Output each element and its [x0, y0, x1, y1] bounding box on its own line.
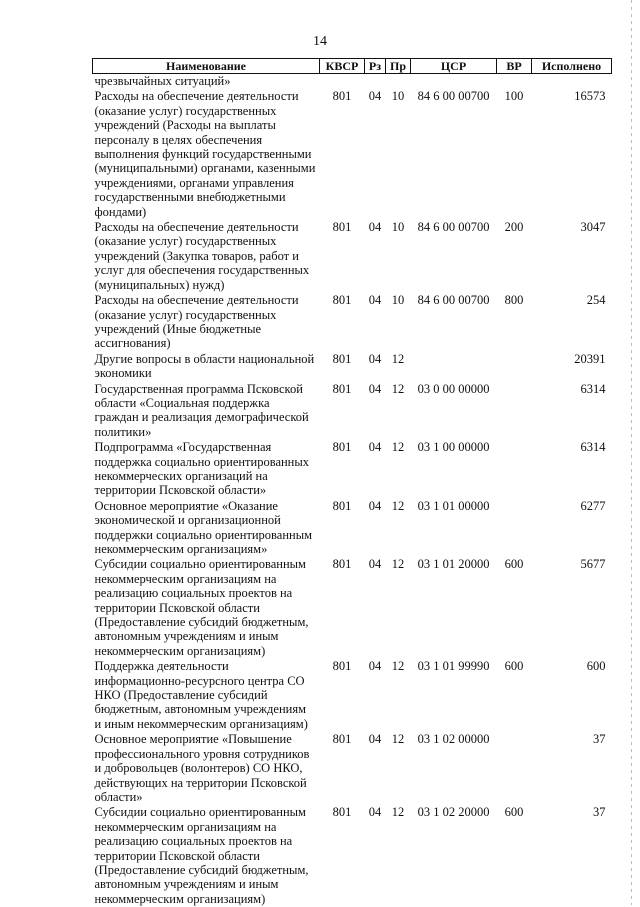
cell-done: 3047 — [532, 220, 612, 293]
cell-kvsr — [320, 74, 365, 90]
cell-kvsr: 801 — [320, 293, 365, 352]
table-row — [93, 499, 612, 558]
cell-csr: 03 1 01 20000 — [411, 557, 497, 659]
cell-kvsr: 801 — [320, 659, 365, 732]
cell-name: Поддержка деятельности информационно-ресурсного центра СО НКО (Предоставление субсидий бюджетным, автономным учреждениям и иным некоммерческим организациям) — [93, 659, 320, 732]
cell-rz — [365, 74, 386, 90]
cell-rz: 04 — [365, 89, 386, 220]
cell-vr: 600 — [497, 659, 532, 732]
header-csr: ЦСР — [411, 59, 497, 74]
cell-csr: 03 1 01 99990 — [411, 659, 497, 732]
cell-rz: 04 — [365, 440, 386, 499]
cell-kvsr: 801 — [320, 352, 365, 382]
header-kvsr: КВСР — [320, 59, 365, 74]
cell-done: 6277 — [532, 499, 612, 558]
cell-pr: 12 — [386, 732, 411, 805]
cell-vr: 200 — [497, 220, 532, 293]
cell-pr: 10 — [386, 293, 411, 352]
cell-done: 254 — [532, 293, 612, 352]
cell-csr: 03 1 02 00000 — [411, 732, 497, 805]
cell-csr: 03 1 00 00000 — [411, 440, 497, 499]
table-row — [93, 352, 612, 382]
cell-vr: 100 — [497, 89, 532, 220]
cell-done: 6314 — [532, 382, 612, 441]
header-vr: ВР — [497, 59, 532, 74]
cell-vr: 600 — [497, 557, 532, 659]
cell-name: Расходы на обеспечение деятельности (оказание услуг) государственных учреждений (Расходы на выплаты персоналу в целях обеспечения выполнения функций государственными (муниципальными) органами, казенными учреждениями, органами управления государственными внебюджетными фондами) — [93, 89, 320, 220]
cell-done: 600 — [532, 659, 612, 732]
table-row — [93, 557, 612, 659]
cell-pr: 12 — [386, 805, 411, 907]
cell-kvsr: 801 — [320, 499, 365, 558]
table-row — [93, 382, 612, 441]
cell-rz: 04 — [365, 805, 386, 907]
cell-rz: 04 — [365, 220, 386, 293]
cell-csr: 03 1 02 20000 — [411, 805, 497, 907]
cell-kvsr: 801 — [320, 557, 365, 659]
table-header-row — [93, 59, 612, 74]
cell-pr: 12 — [386, 352, 411, 382]
cell-done: 37 — [532, 805, 612, 907]
cell-name: Расходы на обеспечение деятельности (оказание услуг) государственных учреждений (Закупка товаров, работ и услуг для обеспечения государственных (муниципальных) нужд) — [93, 220, 320, 293]
cell-done: 16573 — [532, 89, 612, 220]
page-number: 14 — [0, 34, 640, 50]
cell-pr: 12 — [386, 499, 411, 558]
cell-kvsr: 801 — [320, 220, 365, 293]
cell-kvsr: 801 — [320, 805, 365, 907]
cell-vr — [497, 499, 532, 558]
cell-vr — [497, 732, 532, 805]
cell-csr — [411, 74, 497, 90]
cell-rz: 04 — [365, 499, 386, 558]
cell-kvsr: 801 — [320, 382, 365, 441]
header-name: Наименование — [93, 59, 320, 74]
cell-kvsr: 801 — [320, 89, 365, 220]
cell-name: Расходы на обеспечение деятельности (оказание услуг) государственных учреждений (Иные бюджетные ассигнования) — [93, 293, 320, 352]
cell-rz: 04 — [365, 352, 386, 382]
cell-rz: 04 — [365, 293, 386, 352]
cell-csr: 03 1 01 00000 — [411, 499, 497, 558]
cell-name: Государственная программа Псковской области «Социальная поддержка граждан и реализация демографической политики» — [93, 382, 320, 441]
cell-rz: 04 — [365, 659, 386, 732]
cell-csr: 84 6 00 00700 — [411, 220, 497, 293]
cell-name: Другие вопросы в области национальной экономики — [93, 352, 320, 382]
cell-pr: 10 — [386, 89, 411, 220]
cell-vr — [497, 352, 532, 382]
table-row — [93, 732, 612, 805]
cell-name: Субсидии социально ориентированным некоммерческим организациям на реализацию социальных проектов на территории Псковской области (Предоставление субсидий бюджетным, автономным учреждениям и иным некоммерческим организациям) — [93, 557, 320, 659]
table-row — [93, 220, 612, 293]
cell-rz: 04 — [365, 382, 386, 441]
cell-vr: 800 — [497, 293, 532, 352]
cell-csr — [411, 352, 497, 382]
cell-pr: 10 — [386, 220, 411, 293]
cell-done: 5677 — [532, 557, 612, 659]
cell-pr: 12 — [386, 659, 411, 732]
cell-pr: 12 — [386, 440, 411, 499]
header-rz: Рз — [365, 59, 386, 74]
table-body — [93, 74, 612, 907]
cell-vr — [497, 382, 532, 441]
scan-edge-mark — [631, 0, 632, 905]
table-row — [93, 293, 612, 352]
header-done: Исполнено — [532, 59, 612, 74]
cell-done — [532, 74, 612, 90]
cell-vr — [497, 440, 532, 499]
cell-done: 20391 — [532, 352, 612, 382]
cell-rz: 04 — [365, 557, 386, 659]
cell-rz: 04 — [365, 732, 386, 805]
cell-vr: 600 — [497, 805, 532, 907]
cell-pr: 12 — [386, 557, 411, 659]
table-row — [93, 659, 612, 732]
cell-name: Основное мероприятие «Оказание экономической и организационной поддержки социально ориентированным некоммерческим организациям» — [93, 499, 320, 558]
cell-csr: 84 6 00 00700 — [411, 293, 497, 352]
cell-kvsr: 801 — [320, 440, 365, 499]
cell-done: 6314 — [532, 440, 612, 499]
table-row — [93, 74, 612, 90]
cell-kvsr: 801 — [320, 732, 365, 805]
cell-done: 37 — [532, 732, 612, 805]
cell-name: Подпрограмма «Государственная поддержка социально ориентированных некоммерческих организаций на территории Псковской области» — [93, 440, 320, 499]
cell-name: чрезвычайных ситуаций» — [93, 74, 320, 90]
table-row — [93, 805, 612, 907]
cell-vr — [497, 74, 532, 90]
cell-name: Субсидии социально ориентированным некоммерческим организациям на реализацию социальных проектов на территории Псковской области (Предоставление субсидий бюджетным, автономным учреждениям и иным некоммерческим организациям) — [93, 805, 320, 907]
cell-csr: 84 6 00 00700 — [411, 89, 497, 220]
cell-pr: 12 — [386, 382, 411, 441]
cell-name: Основное мероприятие «Повышение профессионального уровня сотрудников и добровольцев (волонтеров) СО НКО, действующих на территории Псковской области» — [93, 732, 320, 805]
table-row — [93, 89, 612, 220]
cell-pr — [386, 74, 411, 90]
header-pr: Пр — [386, 59, 411, 74]
table-row — [93, 440, 612, 499]
budget-table — [92, 58, 612, 907]
cell-csr: 03 0 00 00000 — [411, 382, 497, 441]
